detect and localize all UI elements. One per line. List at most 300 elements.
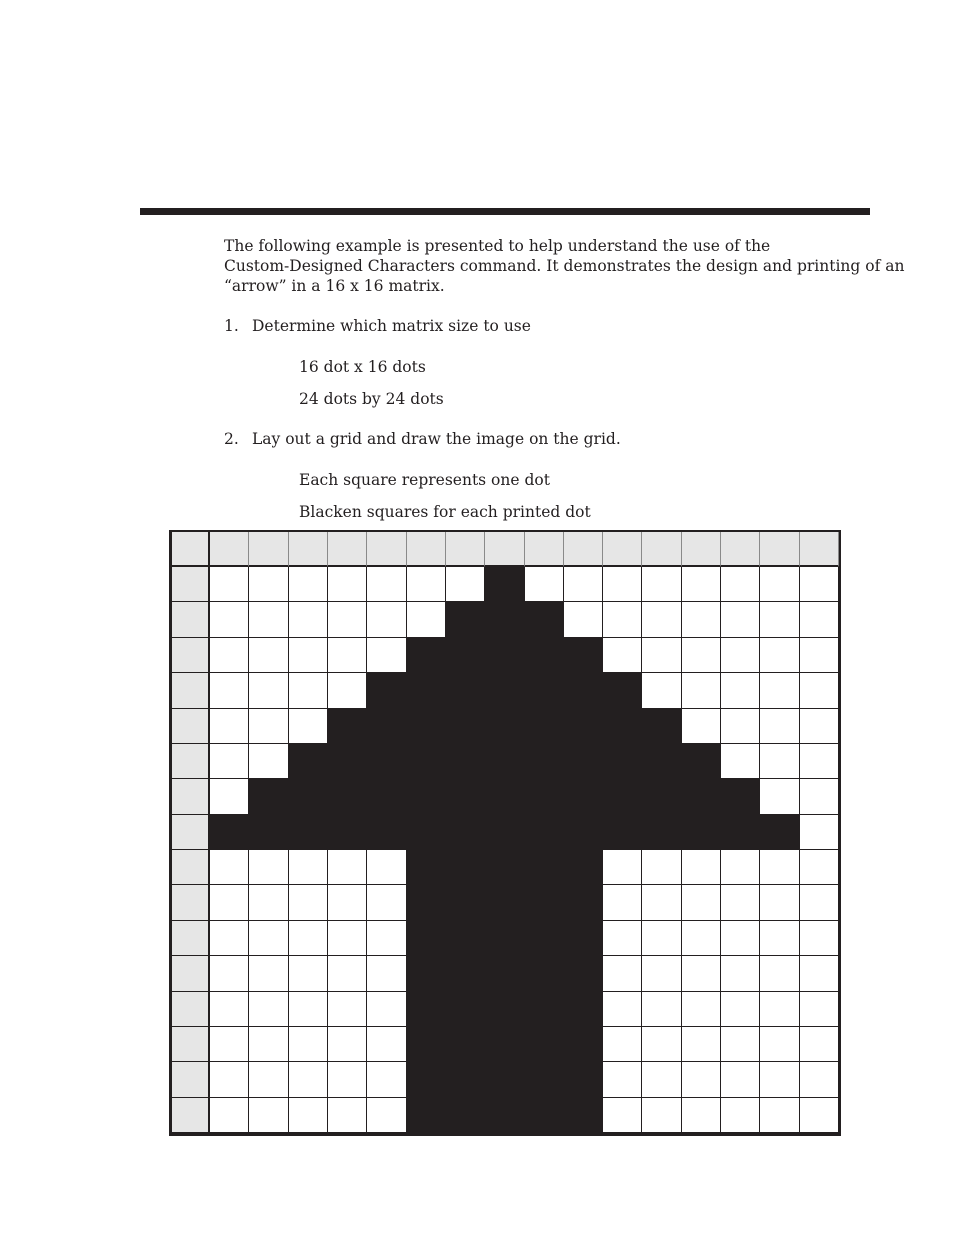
grid-dot-empty: [210, 602, 249, 637]
grid-column-header: [564, 532, 603, 567]
grid-dot-empty: [603, 850, 642, 885]
grid-dot-empty: [800, 1027, 839, 1062]
grid-dot-filled: [564, 673, 603, 708]
grid-dot-empty: [800, 850, 839, 885]
grid-dot-empty: [328, 1062, 367, 1097]
grid-dot-filled: [407, 1062, 446, 1097]
step-2-text: Lay out a grid and draw the image on the grid.: [252, 430, 621, 448]
grid-dot-empty: [210, 673, 249, 708]
grid-column-header: [721, 532, 760, 567]
grid-row-header: [172, 850, 210, 885]
grid-dot-empty: [642, 850, 681, 885]
grid-dot-filled: [485, 779, 524, 814]
dot-matrix-grid: [169, 530, 841, 1136]
grid-dot-empty: [721, 673, 760, 708]
grid-dot-filled: [564, 956, 603, 991]
grid-dot-filled: [485, 709, 524, 744]
grid-dot-empty: [682, 673, 721, 708]
grid-dot-empty: [721, 744, 760, 779]
grid-dot-empty: [249, 921, 288, 956]
grid-dot-filled: [525, 815, 564, 850]
grid-dot-filled: [446, 779, 485, 814]
grid-dot-filled: [564, 992, 603, 1027]
grid-dot-empty: [800, 567, 839, 602]
grid-dot-filled: [603, 709, 642, 744]
grid-dot-empty: [642, 956, 681, 991]
grid-dot-filled: [407, 885, 446, 920]
grid-column-header: [800, 532, 839, 567]
grid-dot-filled: [721, 779, 760, 814]
grid-dot-empty: [367, 850, 406, 885]
grid-dot-empty: [682, 709, 721, 744]
grid-dot-filled: [642, 815, 681, 850]
grid-dot-empty: [289, 885, 328, 920]
grid-dot-empty: [210, 779, 249, 814]
grid-dot-empty: [760, 1027, 799, 1062]
grid-dot-empty: [603, 992, 642, 1027]
grid-dot-empty: [760, 744, 799, 779]
grid-dot-empty: [289, 992, 328, 1027]
grid-dot-empty: [289, 567, 328, 602]
grid-dot-empty: [249, 956, 288, 991]
grid-dot-filled: [485, 567, 524, 602]
grid-dot-filled: [446, 850, 485, 885]
grid-dot-empty: [249, 744, 288, 779]
grid-dot-empty: [367, 921, 406, 956]
grid-column-header: [289, 532, 328, 567]
grid-dot-filled: [328, 779, 367, 814]
grid-dot-empty: [564, 602, 603, 637]
grid-dot-empty: [289, 709, 328, 744]
grid-dot-empty: [642, 1062, 681, 1097]
grid-dot-filled: [485, 885, 524, 920]
grid-dot-empty: [289, 673, 328, 708]
grid-dot-empty: [800, 885, 839, 920]
grid-dot-filled: [525, 638, 564, 673]
grid-dot-empty: [721, 885, 760, 920]
grid-dot-filled: [564, 744, 603, 779]
grid-dot-empty: [682, 638, 721, 673]
grid-dot-empty: [249, 709, 288, 744]
step-2-option-1: Each square represents one dot: [299, 471, 550, 489]
grid-dot-empty: [603, 638, 642, 673]
grid-dot-filled: [367, 779, 406, 814]
grid-dot-empty: [721, 567, 760, 602]
grid-dot-filled: [407, 992, 446, 1027]
grid-dot-empty: [721, 638, 760, 673]
grid-dot-empty: [721, 602, 760, 637]
grid-dot-filled: [446, 744, 485, 779]
grid-dot-empty: [249, 992, 288, 1027]
grid-dot-empty: [721, 956, 760, 991]
grid-dot-filled: [564, 850, 603, 885]
grid-dot-filled: [446, 1098, 485, 1133]
grid-dot-filled: [367, 709, 406, 744]
grid-column-header: [328, 532, 367, 567]
grid-dot-empty: [800, 1062, 839, 1097]
grid-dot-empty: [642, 992, 681, 1027]
grid-dot-empty: [367, 992, 406, 1027]
grid-dot-empty: [721, 1062, 760, 1097]
grid-dot-empty: [800, 744, 839, 779]
grid-dot-empty: [249, 1027, 288, 1062]
grid-dot-filled: [682, 779, 721, 814]
intro-line-3: “arrow” in a 16 x 16 matrix.: [224, 277, 445, 295]
grid-dot-filled: [525, 1027, 564, 1062]
grid-dot-filled: [525, 1098, 564, 1133]
grid-dot-empty: [682, 992, 721, 1027]
grid-column-header: [407, 532, 446, 567]
grid-dot-empty: [249, 1098, 288, 1133]
step-1-number: 1.: [224, 317, 239, 335]
grid-dot-filled: [446, 638, 485, 673]
grid-dot-filled: [485, 638, 524, 673]
grid-dot-empty: [407, 602, 446, 637]
grid-dot-filled: [682, 815, 721, 850]
grid-dot-filled: [603, 779, 642, 814]
grid-dot-filled: [485, 1098, 524, 1133]
grid-dot-empty: [721, 709, 760, 744]
grid-dot-filled: [407, 779, 446, 814]
grid-dot-filled: [446, 602, 485, 637]
grid-dot-empty: [328, 850, 367, 885]
grid-dot-empty: [760, 850, 799, 885]
grid-row-header: [172, 885, 210, 920]
grid-dot-empty: [603, 1027, 642, 1062]
grid-column-header: [682, 532, 721, 567]
header-rule: [140, 208, 870, 215]
grid-column-header: [249, 532, 288, 567]
grid-dot-filled: [407, 956, 446, 991]
grid-dot-empty: [800, 638, 839, 673]
grid-dot-empty: [721, 992, 760, 1027]
grid-dot-empty: [682, 850, 721, 885]
grid-dot-filled: [485, 850, 524, 885]
grid-dot-filled: [485, 956, 524, 991]
intro-line-1: The following example is presented to help understand the use of the: [224, 237, 771, 255]
grid-dot-empty: [249, 602, 288, 637]
grid-dot-empty: [210, 992, 249, 1027]
grid-dot-filled: [564, 1027, 603, 1062]
grid-dot-empty: [642, 885, 681, 920]
grid-dot-empty: [210, 885, 249, 920]
grid-dot-filled: [525, 1062, 564, 1097]
grid-dot-filled: [642, 744, 681, 779]
grid-dot-empty: [682, 1027, 721, 1062]
grid-dot-empty: [564, 567, 603, 602]
grid-dot-empty: [642, 1027, 681, 1062]
grid-dot-filled: [407, 1027, 446, 1062]
grid-dot-filled: [407, 638, 446, 673]
grid-dot-empty: [289, 1062, 328, 1097]
grid-dot-empty: [367, 1027, 406, 1062]
grid-dot-filled: [525, 885, 564, 920]
grid-dot-filled: [485, 744, 524, 779]
grid-dot-empty: [210, 1098, 249, 1133]
grid-dot-empty: [603, 885, 642, 920]
grid-dot-empty: [328, 602, 367, 637]
grid-dot-filled: [446, 1027, 485, 1062]
grid-dot-filled: [407, 744, 446, 779]
grid-dot-empty: [642, 567, 681, 602]
grid-dot-filled: [446, 956, 485, 991]
grid-dot-empty: [328, 1098, 367, 1133]
grid-dot-filled: [289, 815, 328, 850]
step-2: [224, 429, 621, 449]
grid-dot-empty: [249, 673, 288, 708]
grid-dot-empty: [289, 921, 328, 956]
grid-dot-empty: [603, 602, 642, 637]
grid-dot-filled: [564, 1098, 603, 1133]
grid-dot-empty: [249, 850, 288, 885]
grid-dot-filled: [525, 779, 564, 814]
grid-dot-empty: [328, 567, 367, 602]
step-1-option-2: 24 dots by 24 dots: [299, 390, 444, 408]
grid-dot-filled: [564, 779, 603, 814]
grid-dot-filled: [603, 673, 642, 708]
grid-dot-filled: [367, 744, 406, 779]
grid-column-header: [603, 532, 642, 567]
grid-dot-empty: [603, 1098, 642, 1133]
grid-dot-filled: [525, 992, 564, 1027]
step-1: [224, 316, 531, 336]
grid-dot-empty: [603, 1062, 642, 1097]
grid-dot-empty: [721, 921, 760, 956]
grid-dot-empty: [328, 885, 367, 920]
grid-dot-empty: [210, 744, 249, 779]
grid-dot-empty: [800, 673, 839, 708]
grid-dot-empty: [760, 709, 799, 744]
grid-dot-empty: [446, 567, 485, 602]
grid-dot-empty: [642, 602, 681, 637]
grid-dot-empty: [210, 709, 249, 744]
grid-dot-empty: [289, 1098, 328, 1133]
grid-dot-empty: [760, 779, 799, 814]
grid-dot-empty: [328, 638, 367, 673]
grid-dot-empty: [682, 567, 721, 602]
grid-dot-empty: [249, 885, 288, 920]
grid-dot-filled: [289, 744, 328, 779]
intro-line-2: Custom-Designed Characters command. It demonstrates the design and printing of an: [224, 257, 905, 275]
grid-dot-filled: [289, 779, 328, 814]
step-1-option-1: 16 dot x 16 dots: [299, 358, 426, 376]
grid-dot-filled: [485, 1062, 524, 1097]
grid-dot-empty: [367, 1062, 406, 1097]
grid-row-header: [172, 744, 210, 779]
grid-dot-empty: [800, 709, 839, 744]
grid-dot-filled: [446, 815, 485, 850]
grid-dot-empty: [682, 956, 721, 991]
grid-dot-filled: [407, 850, 446, 885]
grid-column-header: [642, 532, 681, 567]
grid-dot-empty: [210, 567, 249, 602]
grid-row-header: [172, 709, 210, 744]
grid-dot-filled: [525, 956, 564, 991]
grid-row-header: [172, 567, 210, 602]
grid-dot-filled: [485, 1027, 524, 1062]
grid-dot-filled: [328, 744, 367, 779]
grid-dot-filled: [525, 673, 564, 708]
grid-dot-empty: [525, 567, 564, 602]
grid-dot-filled: [446, 921, 485, 956]
grid-dot-empty: [367, 1098, 406, 1133]
grid-dot-filled: [407, 1098, 446, 1133]
grid-row-header: [172, 673, 210, 708]
grid-corner-cell: [172, 532, 210, 567]
grid-dot-empty: [367, 567, 406, 602]
grid-dot-filled: [721, 815, 760, 850]
grid-dot-filled: [760, 815, 799, 850]
step-1-text: Determine which matrix size to use: [252, 317, 531, 335]
grid-dot-filled: [485, 992, 524, 1027]
grid-dot-empty: [682, 885, 721, 920]
grid-dot-empty: [800, 921, 839, 956]
grid-dot-empty: [367, 885, 406, 920]
grid-dot-empty: [721, 1098, 760, 1133]
grid-dot-filled: [249, 779, 288, 814]
grid-dot-empty: [328, 1027, 367, 1062]
grid-row-header: [172, 1027, 210, 1062]
grid-dot-filled: [249, 815, 288, 850]
grid-row-header: [172, 992, 210, 1027]
grid-dot-filled: [446, 1062, 485, 1097]
grid-dot-filled: [446, 992, 485, 1027]
grid-dot-empty: [760, 1098, 799, 1133]
grid-dot-empty: [642, 673, 681, 708]
grid-dot-empty: [289, 1027, 328, 1062]
grid-dot-filled: [485, 921, 524, 956]
grid-dot-filled: [485, 815, 524, 850]
grid-dot-empty: [760, 1062, 799, 1097]
grid-dot-empty: [249, 1062, 288, 1097]
grid-column-header: [485, 532, 524, 567]
grid-dot-filled: [485, 673, 524, 708]
grid-dot-empty: [682, 1062, 721, 1097]
grid-column-header: [525, 532, 564, 567]
grid-dot-empty: [800, 779, 839, 814]
grid-row-header: [172, 638, 210, 673]
grid-dot-empty: [249, 567, 288, 602]
grid-dot-filled: [328, 709, 367, 744]
grid-dot-filled: [407, 921, 446, 956]
grid-dot-filled: [407, 815, 446, 850]
grid-column-header: [367, 532, 406, 567]
grid-dot-filled: [564, 1062, 603, 1097]
step-2-option-2: Blacken squares for each printed dot: [299, 503, 591, 521]
grid-dot-filled: [564, 921, 603, 956]
grid-dot-empty: [760, 885, 799, 920]
grid-dot-filled: [407, 709, 446, 744]
grid-dot-filled: [367, 815, 406, 850]
grid-dot-filled: [525, 709, 564, 744]
grid-dot-empty: [210, 1062, 249, 1097]
grid-dot-filled: [564, 885, 603, 920]
grid-column-header: [210, 532, 249, 567]
grid-dot-empty: [249, 638, 288, 673]
grid-dot-empty: [407, 567, 446, 602]
grid-dot-empty: [760, 921, 799, 956]
grid-dot-empty: [642, 921, 681, 956]
grid-dot-empty: [800, 992, 839, 1027]
grid-dot-empty: [682, 602, 721, 637]
grid-dot-empty: [328, 992, 367, 1027]
intro-paragraph: [224, 236, 904, 296]
grid-row-header: [172, 1098, 210, 1133]
grid-dot-filled: [446, 885, 485, 920]
grid-column-header: [760, 532, 799, 567]
grid-dot-empty: [603, 956, 642, 991]
grid-dot-empty: [328, 921, 367, 956]
grid-dot-filled: [564, 638, 603, 673]
grid-dot-empty: [721, 850, 760, 885]
grid-dot-empty: [328, 956, 367, 991]
grid-dot-empty: [210, 921, 249, 956]
grid-column-header: [446, 532, 485, 567]
grid-dot-empty: [289, 850, 328, 885]
grid-dot-empty: [603, 921, 642, 956]
grid-dot-empty: [603, 567, 642, 602]
grid-dot-empty: [760, 992, 799, 1027]
grid-row-header: [172, 921, 210, 956]
grid-dot-filled: [407, 673, 446, 708]
grid-dot-empty: [367, 638, 406, 673]
grid-dot-filled: [446, 673, 485, 708]
grid-dot-filled: [485, 602, 524, 637]
grid-dot-empty: [289, 602, 328, 637]
grid-row-header: [172, 956, 210, 991]
grid-row-header: [172, 1062, 210, 1097]
grid-dot-filled: [642, 779, 681, 814]
grid-dot-empty: [682, 921, 721, 956]
grid-dot-filled: [210, 815, 249, 850]
grid-dot-empty: [760, 602, 799, 637]
grid-dot-empty: [760, 673, 799, 708]
grid-dot-empty: [210, 850, 249, 885]
grid-dot-empty: [328, 673, 367, 708]
grid-dot-filled: [682, 744, 721, 779]
grid-dot-filled: [446, 709, 485, 744]
grid-dot-filled: [328, 815, 367, 850]
grid-dot-empty: [210, 956, 249, 991]
grid-dot-empty: [642, 638, 681, 673]
grid-dot-empty: [760, 567, 799, 602]
grid-dot-empty: [760, 956, 799, 991]
grid-dot-filled: [525, 602, 564, 637]
grid-row-header: [172, 815, 210, 850]
grid-dot-empty: [289, 956, 328, 991]
grid-dot-empty: [367, 956, 406, 991]
grid-dot-empty: [682, 1098, 721, 1133]
grid-dot-empty: [642, 1098, 681, 1133]
grid-dot-empty: [721, 1027, 760, 1062]
grid-dot-filled: [525, 921, 564, 956]
grid-dot-empty: [367, 602, 406, 637]
grid-dot-filled: [525, 744, 564, 779]
grid-dot-empty: [210, 1027, 249, 1062]
grid-dot-filled: [564, 709, 603, 744]
grid-row-header: [172, 602, 210, 637]
grid-dot-filled: [603, 744, 642, 779]
grid-dot-empty: [800, 602, 839, 637]
grid-dot-filled: [603, 815, 642, 850]
grid-dot-empty: [800, 956, 839, 991]
grid-dot-empty: [800, 815, 839, 850]
grid-dot-empty: [800, 1098, 839, 1133]
grid-dot-filled: [564, 815, 603, 850]
grid-dot-filled: [525, 850, 564, 885]
grid-dot-empty: [289, 638, 328, 673]
grid-row-header: [172, 779, 210, 814]
